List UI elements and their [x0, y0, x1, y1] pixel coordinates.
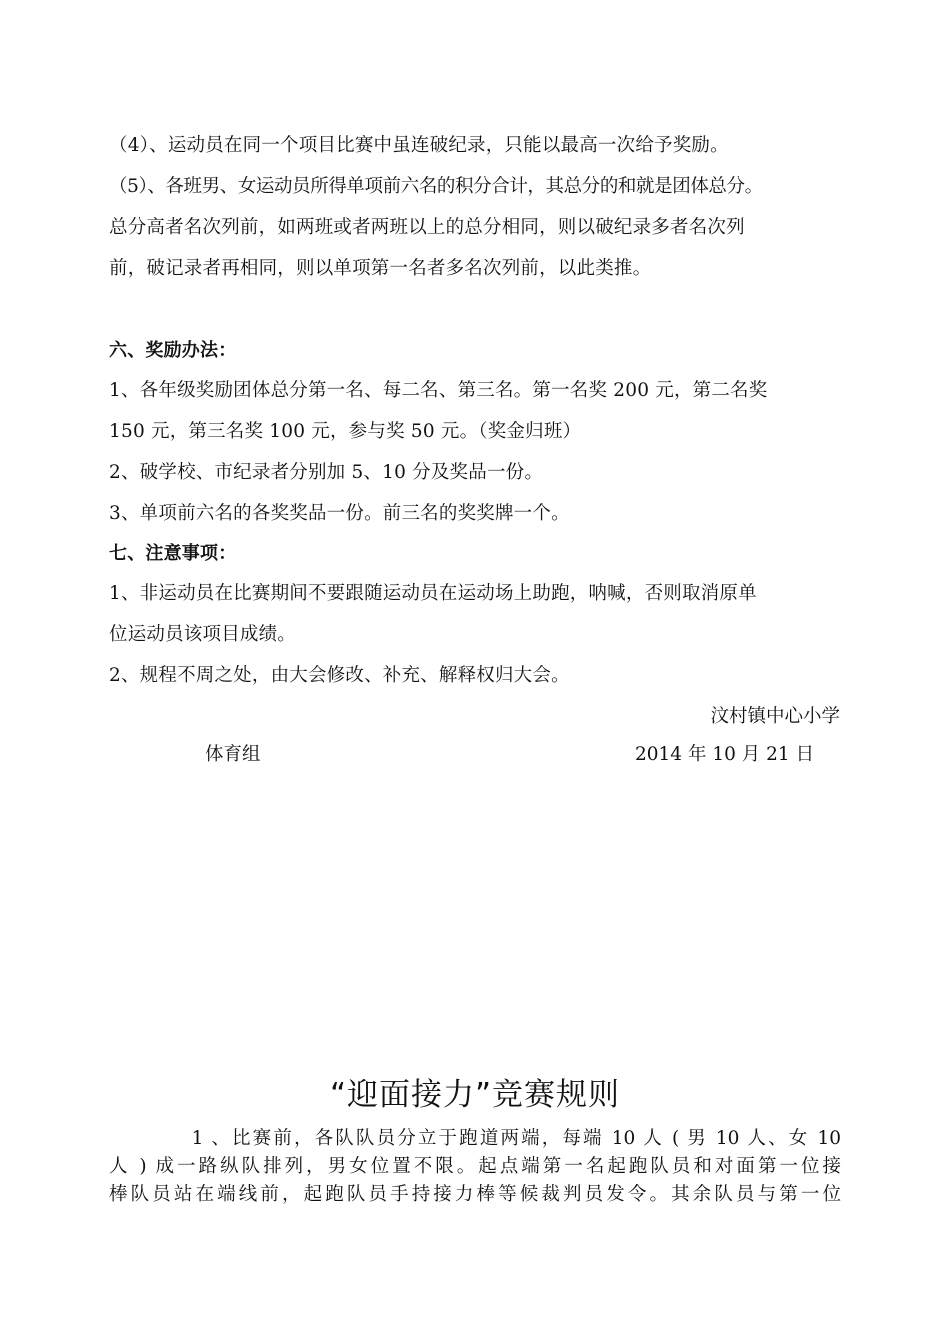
notes-item-1-line-2: 位运动员该项目成绩。 [109, 624, 297, 645]
relay-rules-para-1-line-1: 1 、比赛前，各队队员分立于跑道两端，每端 10 人 ( 男 10 人、女 10 [109, 1128, 841, 1149]
awards-item-1-line-2: 150 元，第三名奖 100 元，参与奖 50 元。（奖金归班） [109, 421, 582, 442]
signature-date: 2014 年 10 月 21 日 [635, 744, 815, 765]
awards-item-3: 3、单项前六名的各奖奖品一份。前三名的奖奖牌一个。 [109, 503, 570, 524]
notes-heading: 七、注意事项： [109, 543, 237, 564]
relay-rules-para-1-line-3: 棒队员站在端线前，起跑队员手持接力棒等候裁判员发令。其余队员与第一位 [109, 1184, 841, 1205]
notes-item-2: 2、规程不周之处，由大会修改、补充、解释权归大会。 [109, 665, 570, 686]
awards-item-1-line-1: 1、各年级奖励团体总分第一名、每二名、第三名。第一名奖 200 元，第二名奖 [109, 380, 768, 401]
scoring-item-4: （4）、运动员在同一个项目比赛中虽连破纪录，只能以最高一次给予奖励。 [109, 135, 729, 156]
scoring-item-5-line-2: 总分高者名次列前，如两班或者两班以上的总分相同，则以破纪录多者名次列 [109, 217, 745, 238]
relay-rules-title: “迎面接力”竞赛规则 [329, 1077, 621, 1113]
awards-heading: 六、奖励办法： [109, 340, 237, 361]
signature-department: 体育组 [205, 744, 261, 765]
signature-school: 汶村镇中心小学 [710, 706, 840, 727]
scoring-item-5-line-3: 前，破记录者再相同，则以单项第一名者多名次列前，以此类推。 [109, 258, 652, 279]
awards-item-2: 2、破学校、市纪录者分别加 5、10 分及奖品一份。 [109, 462, 544, 483]
relay-rules-para-1-line-2: 人 ) 成一路纵队排列，男女位置不限。起点端第一名起跑队员和对面第一位接 [109, 1156, 841, 1177]
notes-item-1-line-1: 1、非运动员在比赛期间不要跟随运动员在运动场上助跑，呐喊，否则取消原单 [109, 583, 757, 604]
scoring-item-5-line-1: （5）、各班男、女运动员所得单项前六名的积分合计，其总分的和就是团体总分。 [109, 176, 763, 197]
